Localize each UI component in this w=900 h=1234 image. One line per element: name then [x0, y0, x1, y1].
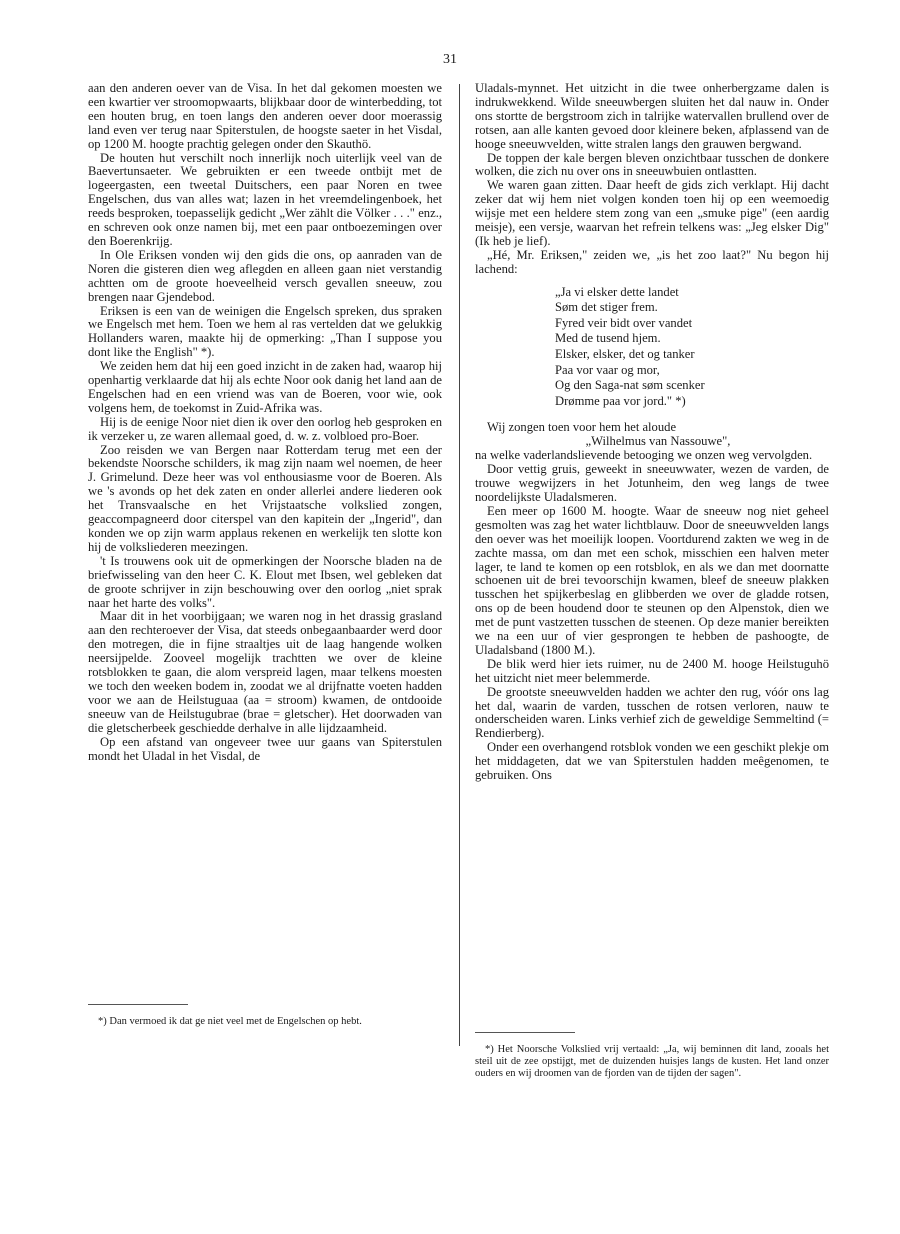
paragraph: na welke vaderlandslievende betooging we onzen weg vervolgden.	[475, 448, 813, 463]
paragraph: Maar dit in het voorbijgaan; we waren nog in het drassig grasland aan den rechteroever der Visa, dat steeds onbegaanbaarder werd door den motregen, die in fijne straaltjes uit de laag hangende wolken neersijpelde. Zooveel mogelijk trachtten we over de kleine rotsblokken te gaan, die alom verspreid lagen, maar telkens moesten we toch den weeken bodem in, zoodat we al drijfnatte voeten hadden voor we aan de Heilstuguaa (aa = stroom) kwamen, de ontdooide sneeuw van de Heilstugubrae (brae = gletscher). Het doorwaden van die gletscherbeek geschiedde derhalve in alle lijdzaamheid.	[88, 609, 442, 735]
poem-line: Elsker, elsker, det og tanker	[555, 347, 695, 362]
right-column-bottom-text	[475, 449, 829, 783]
paragraph: We waren gaan zitten. Daar heeft de gids zich verklapt. Hij dacht zeker dat wij hem niet volgen konden toen hij op een weemoedig wijsje met een heldere stem zong van een „smuke pige" (een aardig meisje), een versje, waarvan het refrein telkens was: „Jeg elsker Dig" (Ik heb je lief).	[475, 178, 829, 248]
paragraph: We zeiden hem dat hij een goed inzicht in de zaken had, waarop hij openhartig verklaarde dat hij als echte Noor ook danig het land aan de Engelschen had en een vriend was van de Boeren, voor wie, ook volgens hem, de toekomst in Zuid-Afrika was.	[88, 359, 442, 415]
page-number: 31	[443, 52, 457, 67]
footnote-rule	[88, 1004, 188, 1005]
poem-line: Fyred veir bidt over vandet	[555, 315, 693, 330]
paragraph: Op een afstand van ongeveer twee uur gaans van Spiterstulen mondt het Uladal in het Visdal, de	[88, 734, 442, 763]
paragraph: Hij is de eenige Noor niet dien ik over den oorlog heb gesproken en ik verzeker u, ze waren allemaal goed, d. w. z. volbloed pro-Boer.	[88, 414, 442, 443]
poem-line: Søm det stiger frem.	[555, 300, 658, 315]
poem-line: „Ja vi elsker dette landet	[555, 284, 679, 299]
paragraph: Onder een overhangend rotsblok vonden we een geschikt plekje om het middageten, dat we van Spiterstulen hadden meêgenomen, te gebruiken. Ons	[475, 740, 829, 783]
paragraph: 't Is trouwens ook uit de opmerkingen der Noorsche bladen na de briefwisseling van den heer C. K. Elout met Ibsen, wel gebleken dat de groote schrijver in zijn beschouwing over den oorlog „niet sprak naar het harte des volks".	[88, 553, 442, 610]
right-footnote-block	[475, 1032, 829, 1090]
paragraph: De houten hut verschilt noch innerlijk noch uiterlijk veel van de Baevertunsaeter. We gebruikten er een tweede ontbijt met de logeergasten, een tweetal Duitschers, een paar Noren en twee Engelschen, dus van alles wat; lazen in het vreemdelingenboek, het reeds besproken, toepasselijk gedicht „Wer zählt die Völker . . ." enz., en schreven ook onze namen bij, met een paar ontboezemingen over den Boerenkrijg.	[88, 150, 442, 248]
footnote-rule	[475, 1032, 575, 1033]
paragraph: „Hé, Mr. Eriksen," zeiden we, „is het zoo laat?" Nu begon hij lachend:	[475, 247, 829, 276]
column-divider	[459, 84, 460, 1046]
paragraph: Een meer op 1600 M. hoogte. Waar de sneeuw nog niet geheel gesmolten was zag het water lichtblauw. Door de sneeuwvelden langs den oever was het moeilijk loopen. Voortdurend zakten we weg in de zachte massa, om dan met een schok, misschien een halven meter lager, te land te komen op een rotsblok, en als we dan met doornatte schoenen uit de brei tevoorschijn kwamen, bleef de sneeuw plakken tusschen het spijkerbeslag en glibberden we over de gladde rotsen, ons op de been houdend door te steunen op den Alpenstok, dien we met de punt vastzetten tusschen de steenen. Op deze manier bereikten we na een uur of vier gesprongen te hebben de pashoogte, de Uladalsband (1800 M.).	[475, 503, 829, 657]
paragraph: De grootste sneeuwvelden hadden we achter den rug, vóór ons lag het dal, waarin de varden, tusschen de rotsen verloren, nauw te onderscheiden waren. Links verhief zich de geweldige Semmeltind (= Rendierberg).	[475, 684, 829, 741]
right-column-top-text	[475, 82, 829, 277]
right-column	[475, 82, 829, 783]
paragraph: Door vettig gruis, geweekt in sneeuwwater, wezen de varden, de trouwe wegwijzers in het Jotunheim, den weg langs de twee noordelijkste Uladalsmeren.	[475, 462, 829, 504]
paragraph: Zoo reisden we van Bergen naar Rotterdam terug met een der bekendste Noorsche schilders, ik mag zijn naam wel noemen, de heer J. Grimelund. Deze heer was vol enthousiasme voor de Boeren. Als we 's avonds op het dek zaten en onder allerlei andere liederen ook het Transvaalsche en het Vrijstaatsche volkslied zongen, geaccompagneerd door citerspel van den kapitein der „Ingerid", dan konden we op zijn warm applaus rekenen en werkelijk ten slotte kon hij de volksliederen meezingen.	[88, 442, 442, 554]
footnote-left: *) Dan vermoed ik dat ge niet veel met de Engelschen op hebt.	[98, 1015, 362, 1027]
paragraph: aan den anderen oever van de Visa. In het dal gekomen moesten we een kwartier ver stroomopwaarts, blijkbaar door de winterbedding, tot een houten brug, en toen langs den anderen oever door moerassig land even ver terug naar Spiterstulen, de hoogste saeter in het Visdal, op 1200 M. hoogte prachtig gelegen onder den Skauthö.	[88, 81, 442, 151]
poem-block	[555, 285, 829, 410]
paragraph: De blik werd hier iets ruimer, nu de 2400 M. hooge Heilstuguhö het uitzicht niet meer belemmerde.	[475, 656, 829, 685]
footnote-right: *) Het Noorsche Volkslied vrij vertaald: „Ja, wij beminnen dit land, zooals het steil uit de zee opstijgt, met de duizenden huisjes langs de kusten. Het land onzer ouders en wij droomen van de fjorden van de tijden der sagen".	[475, 1043, 829, 1079]
poem-line: Paa vor vaar og mor,	[555, 362, 660, 377]
poem-line: Drømme paa vor jord." *)	[555, 393, 686, 408]
paragraph: De toppen der kale bergen bleven onzichtbaar tusschen de donkere wolken, die zich nu over ons in sneeuwbuien ontlastten.	[475, 150, 829, 179]
left-column	[88, 82, 442, 763]
paragraph: Eriksen is een van de weinigen die Engelsch spreken, dus spraken we Engelsch met hem. Toen we hem al ras vertelden dat we gelukkig Hollanders waren, maakte hij de opmerking: „Than I suppose you dont like the English" *).	[88, 303, 442, 360]
left-footnote-block	[88, 1004, 442, 1038]
poem-line: Og den Saga-nat søm scenker	[555, 378, 705, 393]
poem-line: Med de tusend hjem.	[555, 331, 661, 346]
anthem-title: „Wilhelmus van Nassouwe",	[585, 434, 731, 449]
paragraph: In Ole Eriksen vonden wij den gids die ons, op aanraden van de Noren die gisteren dien weg aflegden en alleen gaan niet verstandig achtten om de groote hoeveelheid versch gevallen sneeuw, zou brengen naar Gjendebod.	[88, 247, 442, 304]
paragraph: Uladals-mynnet. Het uitzicht in die twee onherbergzame dalen is indrukwekkend. Wilde sneeuwbergen sluiten het dal nauw in. Onder ons stortte de bergstroom zich in talrijke watervallen brullend over de rotsen, aan alle kanten gevoed door kleinere beken, afplassend van de hooge sneeuwvelden, witte stralen langs den grauwen bergwand.	[475, 81, 829, 151]
sung-line: Wij zongen toen voor hem het aloude	[487, 420, 677, 435]
